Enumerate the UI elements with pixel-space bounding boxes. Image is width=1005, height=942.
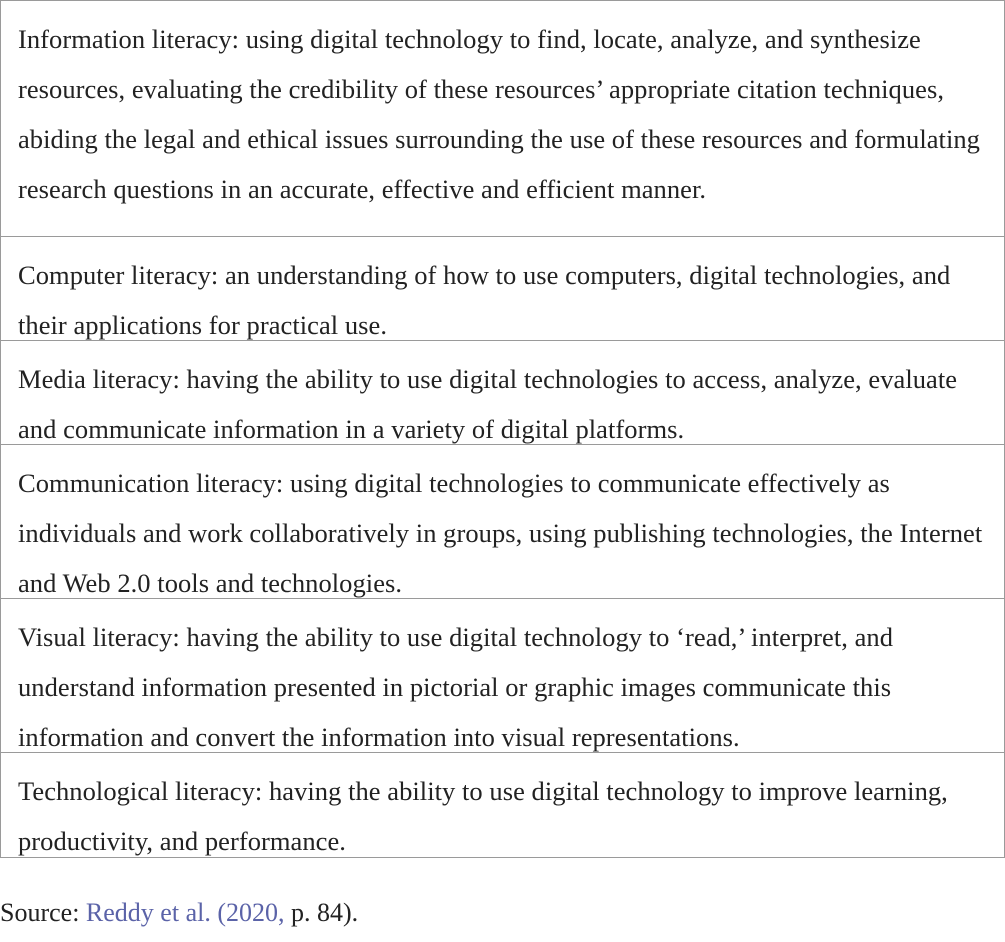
- table-row-media-literacy: [1, 341, 1004, 445]
- source-suffix: p. 84).: [284, 898, 359, 927]
- table-cell-text: Communication literacy: using digital technologies to communicate effectively as individuals and work collaboratively in groups, using publishing technologies, the Internet and Web 2.0 tools and technologies.: [18, 468, 983, 598]
- table-row-visual-literacy: [1, 599, 1004, 753]
- table-cell-text: Visual literacy: having the ability to use digital technology to ‘read,’ interpret, and understand information presented in pictorial or graphic images communicate this information and convert the information into visual representations.: [18, 622, 894, 752]
- table-cell-text: Information literacy: using digital technology to find, locate, analyze, and synthesize resources, evaluating the credibility of these resources’ appropriate citation techniques, abiding the legal and ethical issues surrounding the use of these resources and formulating research questions in an accurate, effective and efficient manner.: [18, 24, 980, 204]
- source-prefix: Source:: [0, 898, 86, 927]
- table-row-technological-literacy: [1, 753, 1004, 857]
- table-cell-text: Computer literacy: an understanding of how to use computers, digital technologies, and their applications for practical use.: [18, 260, 951, 340]
- table-cell-text: Technological literacy: having the ability to use digital technology to improve learning, productivity, and performance.: [18, 776, 948, 856]
- table-row-computer-literacy: [1, 237, 1004, 341]
- source-reference-link[interactable]: Reddy et al. (2020,: [85, 898, 285, 927]
- source-citation: [0, 893, 358, 933]
- table-row-information-literacy: [1, 1, 1004, 237]
- table-cell-text: Media literacy: having the ability to use digital technologies to access, analyze, evaluate and communicate information in a variety of digital platforms.: [18, 364, 958, 444]
- table-row-communication-literacy: [1, 445, 1004, 599]
